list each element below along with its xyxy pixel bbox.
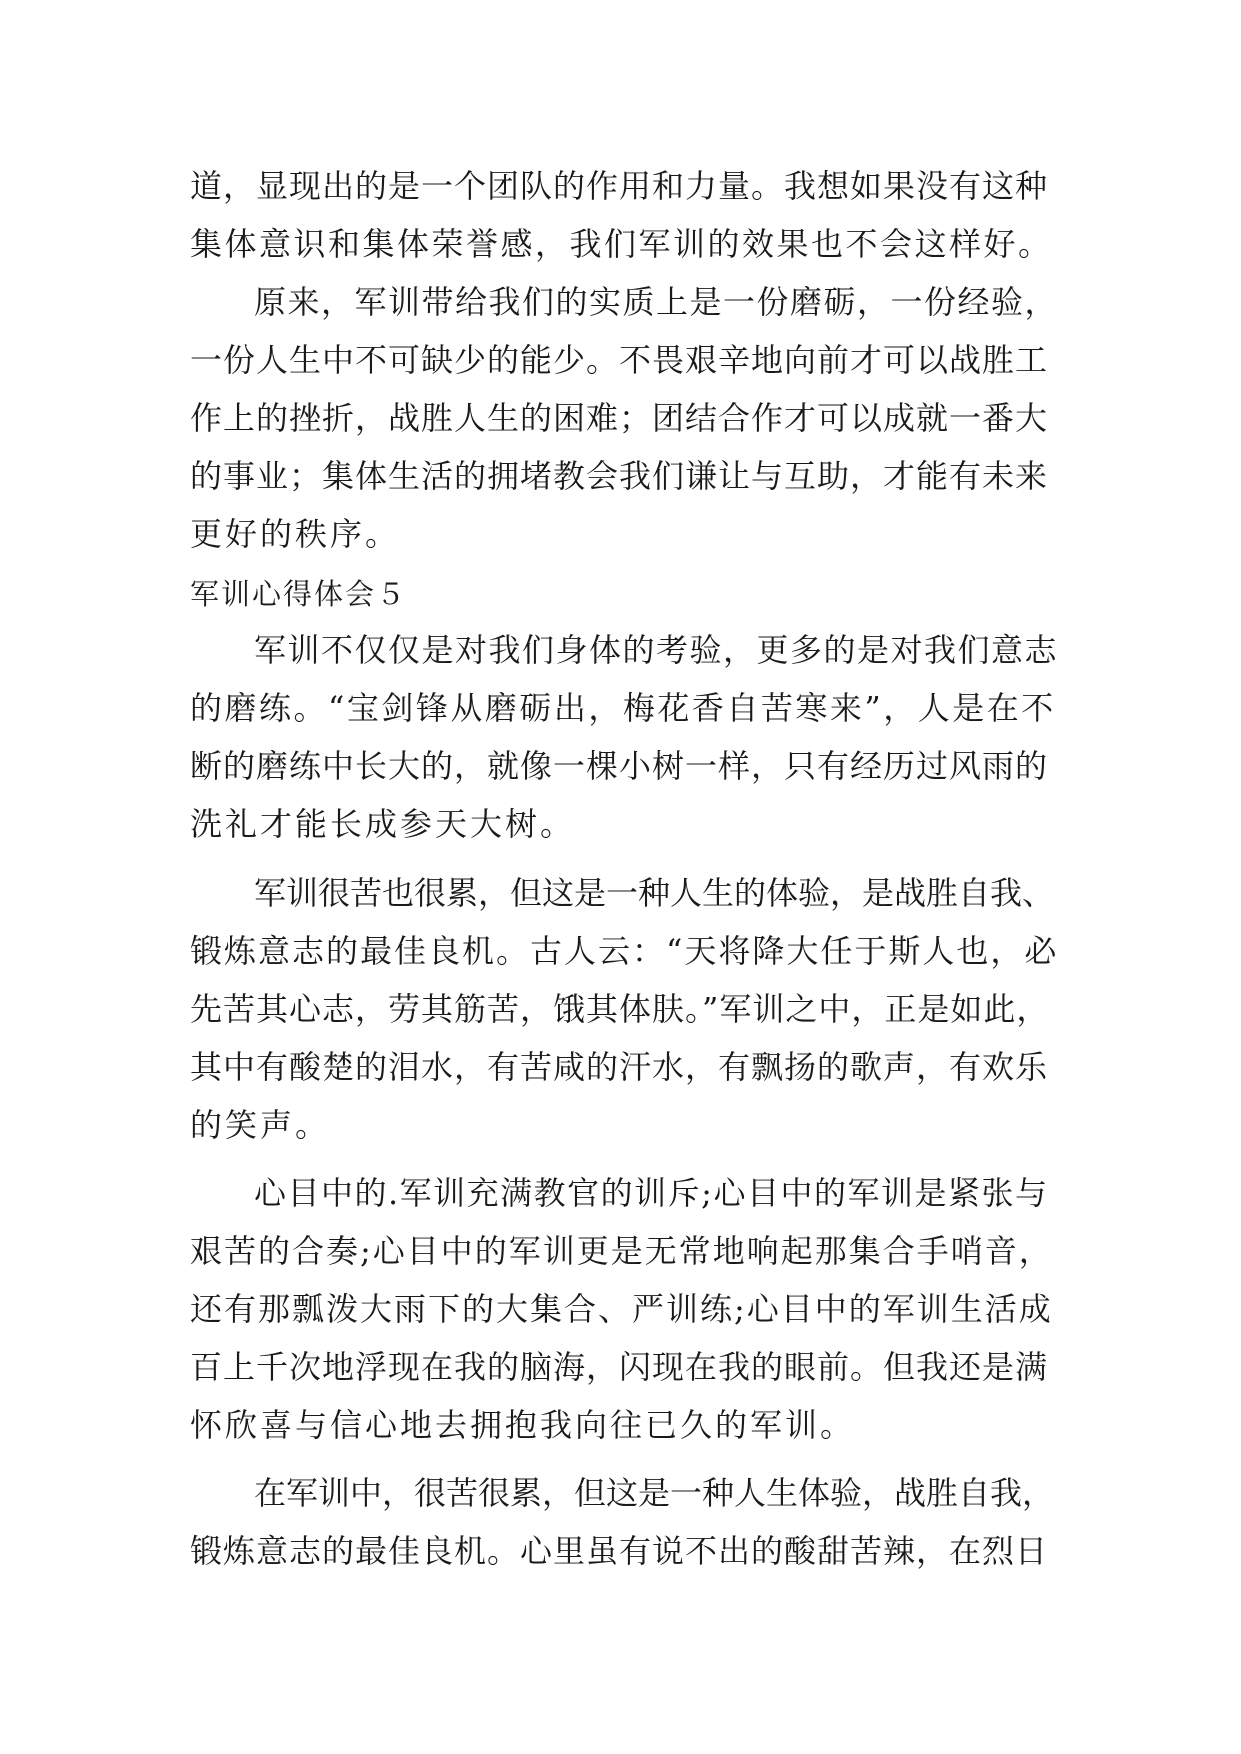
paragraph-line: 的磨练。“宝剑锋从磨砺出，梅花香自苦寒来”，人是在不 bbox=[190, 689, 1056, 727]
intro-line: 道，显现出的是一个团队的作用和力量。我想如果没有这种 bbox=[190, 167, 1049, 205]
paragraph-line: 先苦其心志，劳其筋苦，饿其体肤。”军训之中，正是如此， bbox=[190, 990, 1050, 1028]
paragraph-line: 军训不仅仅是对我们身体的考验，更多的是对我们意志 bbox=[254, 631, 1059, 669]
paragraph-line: 一份人生中不可缺少的能少。不畏艰辛地向前才可以战胜工 bbox=[190, 341, 1049, 379]
paragraph-line: 心目中的.军训充满教官的训斥;心目中的军训是紧张与 bbox=[254, 1174, 1049, 1212]
paragraph-line: 还有那瓢泼大雨下的大集合、严训练;心目中的军训生活成 bbox=[190, 1290, 1053, 1328]
paragraph-line: 更好的秩序。 bbox=[190, 515, 401, 553]
paragraph-line: 作上的挫折，战胜人生的困难；团结合作才可以成就一番大 bbox=[190, 399, 1049, 437]
paragraph-line: 其中有酸楚的泪水，有苦咸的汗水，有飘扬的歌声，有欢乐 bbox=[190, 1048, 1049, 1086]
paragraph-line: 原来，军训带给我们的实质上是一份磨砺，一份经验， bbox=[254, 283, 1059, 321]
paragraph-line: 洗礼才能长成参天大树。 bbox=[190, 805, 576, 843]
paragraph-line: 在军训中，很苦很累，但这是一种人生体验，战胜自我， bbox=[254, 1474, 1055, 1512]
paragraph-line: 军训很苦也很累，但这是一种人生的体验，是战胜自我、 bbox=[254, 874, 1055, 912]
paragraph-line: 锻炼意志的最佳良机。心里虽有说不出的酸甜苦辣，在烈日 bbox=[190, 1532, 1049, 1570]
paragraph-line: 的事业；集体生活的拥堵教会我们谦让与互助，才能有未来 bbox=[190, 457, 1049, 495]
intro-line: 集体意识和集体荣誉感，我们军训的效果也不会这样好。 bbox=[190, 225, 1053, 263]
paragraph-line: 断的磨练中长大的，就像一棵小树一样，只有经历过风雨的 bbox=[190, 747, 1049, 785]
section-title: 军训心得体会５ bbox=[190, 577, 408, 611]
paragraph-line: 怀欣喜与信心地去拥抱我向往已久的军训。 bbox=[190, 1406, 856, 1444]
paragraph-line: 锻炼意志的最佳良机。古人云：“天将降大任于斯人也，必 bbox=[190, 932, 1059, 970]
paragraph-line: 艰苦的合奏;心目中的军训更是无常地响起那集合手哨音， bbox=[190, 1232, 1053, 1270]
paragraph-line: 的笑声。 bbox=[190, 1106, 331, 1144]
paragraph-line: 百上千次地浮现在我的脑海，闪现在我的眼前。但我还是满 bbox=[190, 1348, 1049, 1386]
